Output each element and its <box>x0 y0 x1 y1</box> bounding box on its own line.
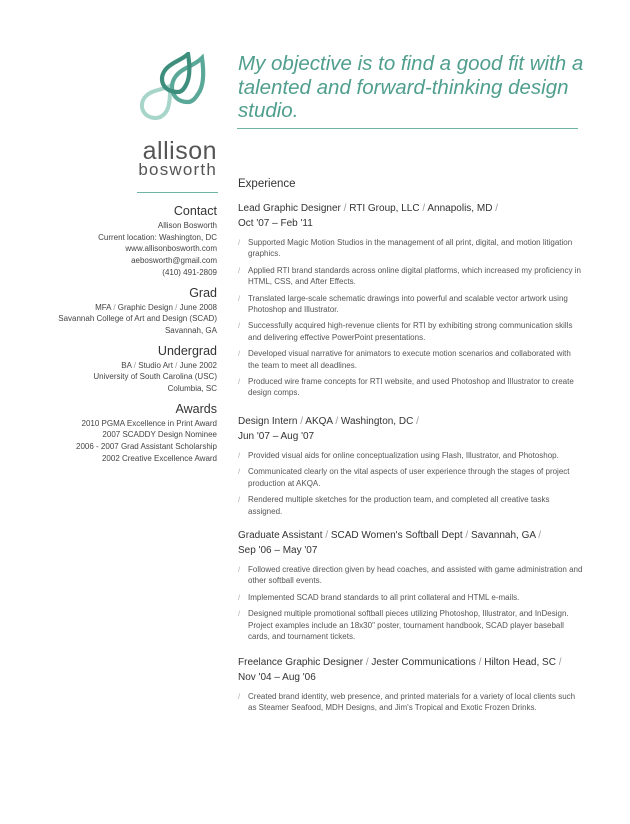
undergrad-degree: BA <box>121 360 132 370</box>
sidebar <box>0 203 217 465</box>
job-location: Savannah, GA <box>470 530 536 541</box>
job-dates: Oct '07 – Feb '11 <box>238 218 313 229</box>
last-name: bosworth <box>138 160 217 179</box>
job-title: Lead Graphic Designer <box>238 203 341 214</box>
grad-degree-line: MFA / Graphic Design / June 2008 <box>95 302 217 312</box>
job-bullet: / Implemented SCAD brand standards to all print collateral and HTML e-mails. <box>238 592 583 603</box>
undergrad-location: Columbia, SC <box>167 384 217 394</box>
job-header: Lead Graphic Designer / RTI Group, LLC / Annapolis, MD / <box>238 203 498 214</box>
job-entry <box>238 201 583 404</box>
undergrad-date: June 2002 <box>179 360 217 370</box>
job-bullet: / Followed creative direction given by head coaches, and assisted with game administration and other softball events. <box>238 564 583 587</box>
contact-website[interactable]: www.allisonbosworth.com <box>125 244 217 254</box>
job-entry <box>238 655 583 719</box>
contact-email[interactable]: aebosworth@gmail.com <box>131 256 217 266</box>
undergrad-school: University of South Carolina (USC) <box>93 372 217 382</box>
job-dates: Sep '06 – May '07 <box>238 545 318 556</box>
job-bullet: / Translated large-scale schematic drawings into powerful and scalable vector artwork using Photoshop and Illustrator. <box>238 293 583 316</box>
job-bullet: / Successfully acquired high-revenue clients for RTI by exhibiting strong communication skills and delivering effective PowerPoint presentations. <box>238 320 583 343</box>
award-item: 2007 SCADDY Design Nominee <box>102 430 217 440</box>
undergrad-heading: Undergrad <box>157 343 217 358</box>
job-bullets <box>238 237 583 399</box>
contact-heading: Contact <box>173 204 217 218</box>
grad-school: Savannah College of Art and Design (SCAD) <box>58 314 217 324</box>
job-company: RTI Group, LLC <box>349 203 420 214</box>
job-company: AKQA <box>305 416 333 427</box>
contact-phone: (410) 491-2809 <box>162 267 217 277</box>
job-bullet: / Created brand identity, web presence, and printed materials for a variety of local clients such as Steamer Seafood, MDH Designs, and Jim's Tropical and Exotic Frozen Drinks. <box>238 691 583 714</box>
job-location: Washington, DC <box>340 416 414 427</box>
experience-heading: Experience <box>238 178 296 190</box>
job-header: Freelance Graphic Designer / Jester Communications / Hilton Head, SC / <box>238 657 562 668</box>
award-item: 2010 PGMA Excellence in Print Award <box>81 418 217 428</box>
award-item: 2006 - 2007 Grad Assistant Scholarship <box>76 442 217 452</box>
grad-field: Graphic Design <box>117 302 173 312</box>
job-title: Freelance Graphic Designer <box>238 657 364 668</box>
job-bullets <box>238 450 583 517</box>
awards-heading: Awards <box>175 401 217 416</box>
job-bullet: / Applied RTI brand standards across online digital platforms, which increased my proficiency in HTML, CSS, and After Effects. <box>238 265 583 288</box>
job-location: Annapolis, MD <box>427 203 493 214</box>
job-company: SCAD Women's Softball Dept <box>330 530 463 541</box>
grad-degree: MFA <box>95 302 112 312</box>
job-bullet: / Supported Magic Motion Studios in the management of all print, digital, and motion litigation graphics. <box>238 237 583 260</box>
job-company: Jester Communications <box>371 657 476 668</box>
job-header: Design Intern / AKQA / Washington, DC / <box>238 416 419 427</box>
contact-location: Current location: Washington, DC <box>98 232 217 242</box>
job-bullet: / Produced wire frame concepts for RTI website, and used Photoshop and Illustrator to create design comps. <box>238 376 583 399</box>
monogram-logo <box>138 52 220 122</box>
job-dates: Jun '07 – Aug '07 <box>238 431 315 442</box>
first-name: allison <box>142 137 217 165</box>
job-header: Graduate Assistant / SCAD Women's Softball Dept / Savannah, GA / <box>238 530 542 541</box>
job-dates: Nov '04 – Aug '06 <box>238 672 316 683</box>
grad-location: Savannah, GA <box>164 325 217 335</box>
job-bullet: / Designed multiple promotional softball pieces utilizing Photoshop, Illustrator, and InDesign. Project examples include an 18x30" poster, tournament handbook, SCAD player baseball cards, and tournament tickets. <box>238 608 583 642</box>
job-location: Hilton Head, SC <box>484 657 556 668</box>
job-title: Graduate Assistant <box>238 530 323 541</box>
sidebar-divider <box>137 192 218 193</box>
objective-statement: My objective is to find a good fit with a talented and forward-thinking design studio. <box>238 52 584 122</box>
job-bullet: / Provided visual aids for online conceptualization using Flash, Illustrator, and Photoshop. <box>238 450 583 461</box>
job-entry <box>238 528 583 647</box>
contact-name: Allison Bosworth <box>157 221 217 230</box>
job-bullet: / Rendered multiple sketches for the production team, and completed all creative tasks assigned. <box>238 494 583 517</box>
grad-heading: Grad <box>189 285 217 300</box>
job-bullets <box>238 564 583 642</box>
objective-divider <box>237 128 578 129</box>
job-bullets <box>238 691 583 714</box>
job-bullet: / Developed visual narrative for animators to execute motion scenarios and collaborated with the team to meet all deadlines. <box>238 348 583 371</box>
job-title: Design Intern <box>238 416 298 427</box>
undergrad-field: Studio Art <box>138 360 173 370</box>
award-item: 2002 Creative Excellence Award <box>101 453 217 463</box>
grad-date: June 2008 <box>179 302 217 312</box>
job-entry <box>238 414 583 522</box>
job-bullet: / Communicated clearly on the vital aspects of user experience through the stages of project production at AKQA. <box>238 466 583 489</box>
undergrad-degree-line: BA / Studio Art / June 2002 <box>121 360 217 370</box>
